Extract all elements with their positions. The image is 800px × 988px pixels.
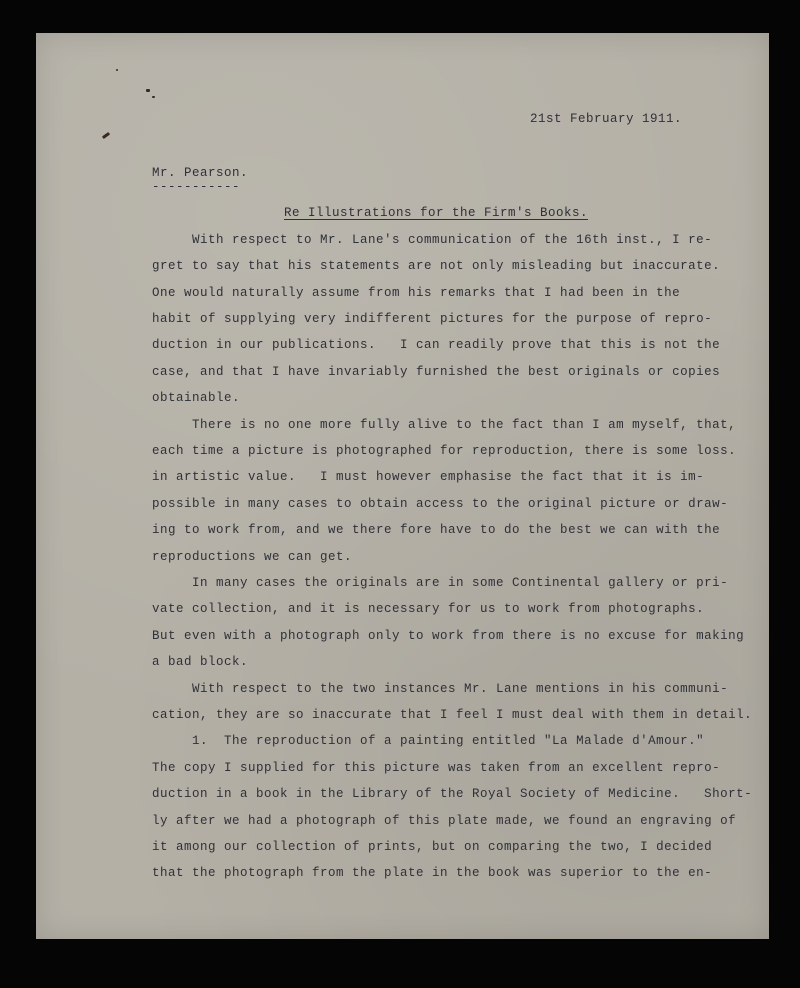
body-line: With respect to the two instances Mr. Lane mentions in his communi- bbox=[152, 682, 729, 696]
body-line: ly after we had a photograph of this plate made, we found an engraving of bbox=[152, 814, 737, 828]
body-line: In many cases the originals are in some Continental gallery or pri- bbox=[152, 576, 729, 590]
body-line: One would naturally assume from his remarks that I had been in the bbox=[152, 286, 681, 300]
subject-heading: Re Illustrations for the Firm's Books. bbox=[284, 206, 589, 220]
body-line: reproductions we can get. bbox=[152, 550, 353, 564]
addressee: Mr. Pearson. bbox=[152, 166, 249, 180]
body-line: duction in our publications. I can readily prove that this is not the bbox=[152, 338, 721, 352]
body-line: gret to say that his statements are not only misleading but inaccurate. bbox=[152, 259, 721, 273]
ink-dot bbox=[116, 69, 118, 71]
body-line: that the photograph from the plate in the book was superior to the en- bbox=[152, 866, 713, 880]
body-line: case, and that I have invariably furnished the best originals or copies bbox=[152, 365, 721, 379]
body-line: 1. The reproduction of a painting entitled "La Malade d'Amour." bbox=[152, 734, 705, 748]
body-line: possible in many cases to obtain access to the original picture or draw- bbox=[152, 497, 729, 511]
letter-date: 21st February 1911. bbox=[530, 112, 683, 126]
body-line: ing to work from, and we there fore have to do the best we can with the bbox=[152, 523, 721, 537]
letter-page bbox=[36, 33, 769, 939]
body-line: a bad block. bbox=[152, 655, 249, 669]
body-line: The copy I supplied for this picture was taken from an excellent repro- bbox=[152, 761, 721, 775]
body-line: in artistic value. I must however emphasise the fact that it is im- bbox=[152, 470, 705, 484]
body-line: With respect to Mr. Lane's communication of the 16th inst., I re- bbox=[152, 233, 713, 247]
body-line: habit of supplying very indifferent pictures for the purpose of repro- bbox=[152, 312, 713, 326]
body-line: There is no one more fully alive to the fact than I am myself, that, bbox=[152, 418, 737, 432]
body-line: each time a picture is photographed for reproduction, there is some loss. bbox=[152, 444, 737, 458]
ink-dot bbox=[152, 96, 155, 98]
addressee-underline: ----------- bbox=[152, 180, 241, 194]
body-line: obtainable. bbox=[152, 391, 241, 405]
body-line: cation, they are so inaccurate that I feel I must deal with them in detail. bbox=[152, 708, 753, 722]
ink-mark bbox=[102, 132, 110, 139]
ink-dot bbox=[146, 89, 150, 92]
body-line: But even with a photograph only to work from there is no excuse for making bbox=[152, 629, 745, 643]
body-line: vate collection, and it is necessary for us to work from photographs. bbox=[152, 602, 705, 616]
body-line: it among our collection of prints, but on comparing the two, I decided bbox=[152, 840, 713, 854]
body-line: duction in a book in the Library of the Royal Society of Medicine. Short- bbox=[152, 787, 753, 801]
